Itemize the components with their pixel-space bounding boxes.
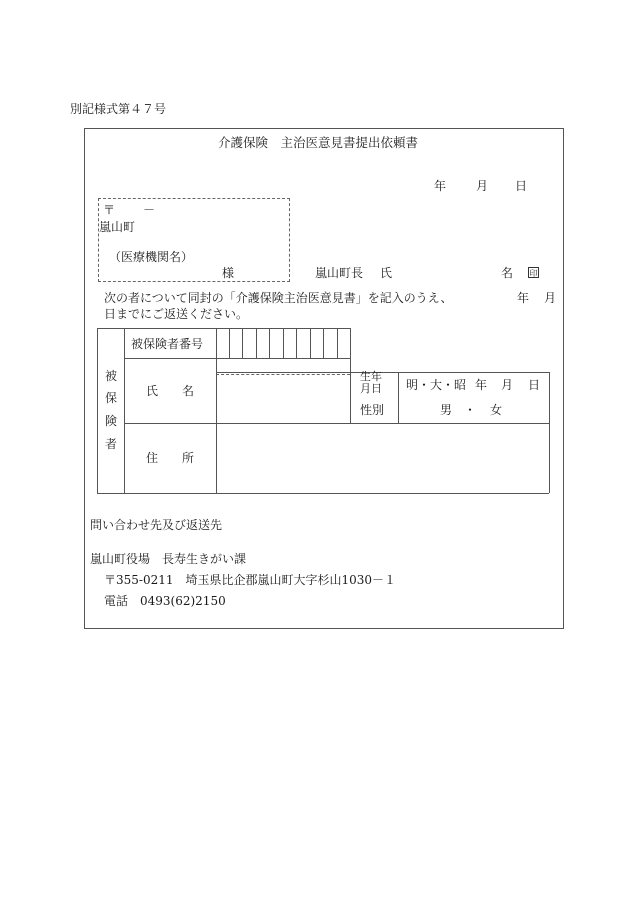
sex-label: 性別 — [360, 403, 385, 417]
seal-icon — [528, 267, 539, 278]
table-line — [398, 372, 399, 423]
sex-dot: ・ — [464, 403, 477, 417]
table-line — [97, 328, 351, 329]
date-month: 月 — [476, 179, 489, 193]
contact-phone: 電話 0493(62)2150 — [104, 594, 226, 608]
address-label: 住 所 — [146, 451, 195, 465]
recipient-honorific: 様 — [222, 266, 235, 280]
digit-box — [323, 328, 324, 358]
birth-day: 日 — [528, 378, 541, 392]
form-number: 別記様式第４７号 — [70, 102, 167, 116]
birthdate-label-2: 月日 — [360, 382, 382, 395]
form-title: 介護保険 主治医意見書提出依頼書 — [218, 135, 419, 150]
side-label-char: 被 — [105, 369, 118, 383]
request-line-2: 日までにご返送ください。 — [104, 307, 249, 321]
table-line — [549, 372, 550, 493]
sex-male: 男 — [440, 403, 453, 417]
sender-title: 嵐山町長 — [315, 266, 364, 280]
birth-year: 年 — [475, 378, 488, 392]
digit-box — [269, 328, 270, 358]
request-year: 年 — [517, 291, 530, 305]
digit-box — [283, 328, 284, 358]
digit-box — [337, 328, 338, 358]
table-dashed-line — [216, 374, 350, 375]
table-line — [350, 328, 351, 423]
table-line — [124, 423, 549, 424]
side-label-char: 者 — [105, 437, 118, 451]
side-label-char: 保 — [105, 391, 118, 405]
digit-box — [296, 328, 297, 358]
table-line — [124, 358, 351, 359]
insured-number-label: 被保険者番号 — [131, 337, 204, 351]
request-line-1: 次の者について同封の「介護保険主治医意見書」を記入のうえ、 — [104, 291, 453, 305]
date-day: 日 — [515, 179, 528, 193]
sender-name-end: 名 — [501, 266, 514, 280]
contact-address: 〒355-0211 埼玉県比企郡嵐山町大字杉山1030－１ — [104, 573, 397, 587]
recipient-address-box — [98, 198, 290, 282]
recipient-town: 嵐山町 — [99, 220, 136, 234]
table-line — [216, 372, 549, 373]
request-month: 月 — [544, 291, 557, 305]
digit-box — [229, 328, 230, 358]
contact-heading: 問い合わせ先及び返送先 — [90, 518, 223, 532]
postal-dash: － — [143, 203, 156, 217]
digit-box — [242, 328, 243, 358]
table-line — [97, 493, 549, 494]
birth-month: 月 — [501, 378, 514, 392]
birth-eras: 明・大・昭 — [406, 378, 467, 392]
side-label-char: 険 — [105, 414, 118, 428]
table-line — [97, 328, 98, 493]
digit-box — [256, 328, 257, 358]
table-line — [124, 328, 125, 493]
date-year: 年 — [434, 179, 447, 193]
name-label: 氏 名 — [146, 384, 195, 398]
birthdate-label-1: 生年 — [360, 370, 382, 383]
sender-name-label: 氏 — [380, 266, 393, 280]
digit-box — [310, 328, 311, 358]
contact-office: 嵐山町役場 長寿生きがい課 — [90, 552, 247, 566]
seal-text: 印 — [529, 269, 538, 278]
table-line — [216, 328, 217, 493]
recipient-institution: （医療機関名） — [109, 250, 194, 264]
postal-mark: 〒 — [103, 203, 116, 217]
sex-female: 女 — [490, 403, 503, 417]
